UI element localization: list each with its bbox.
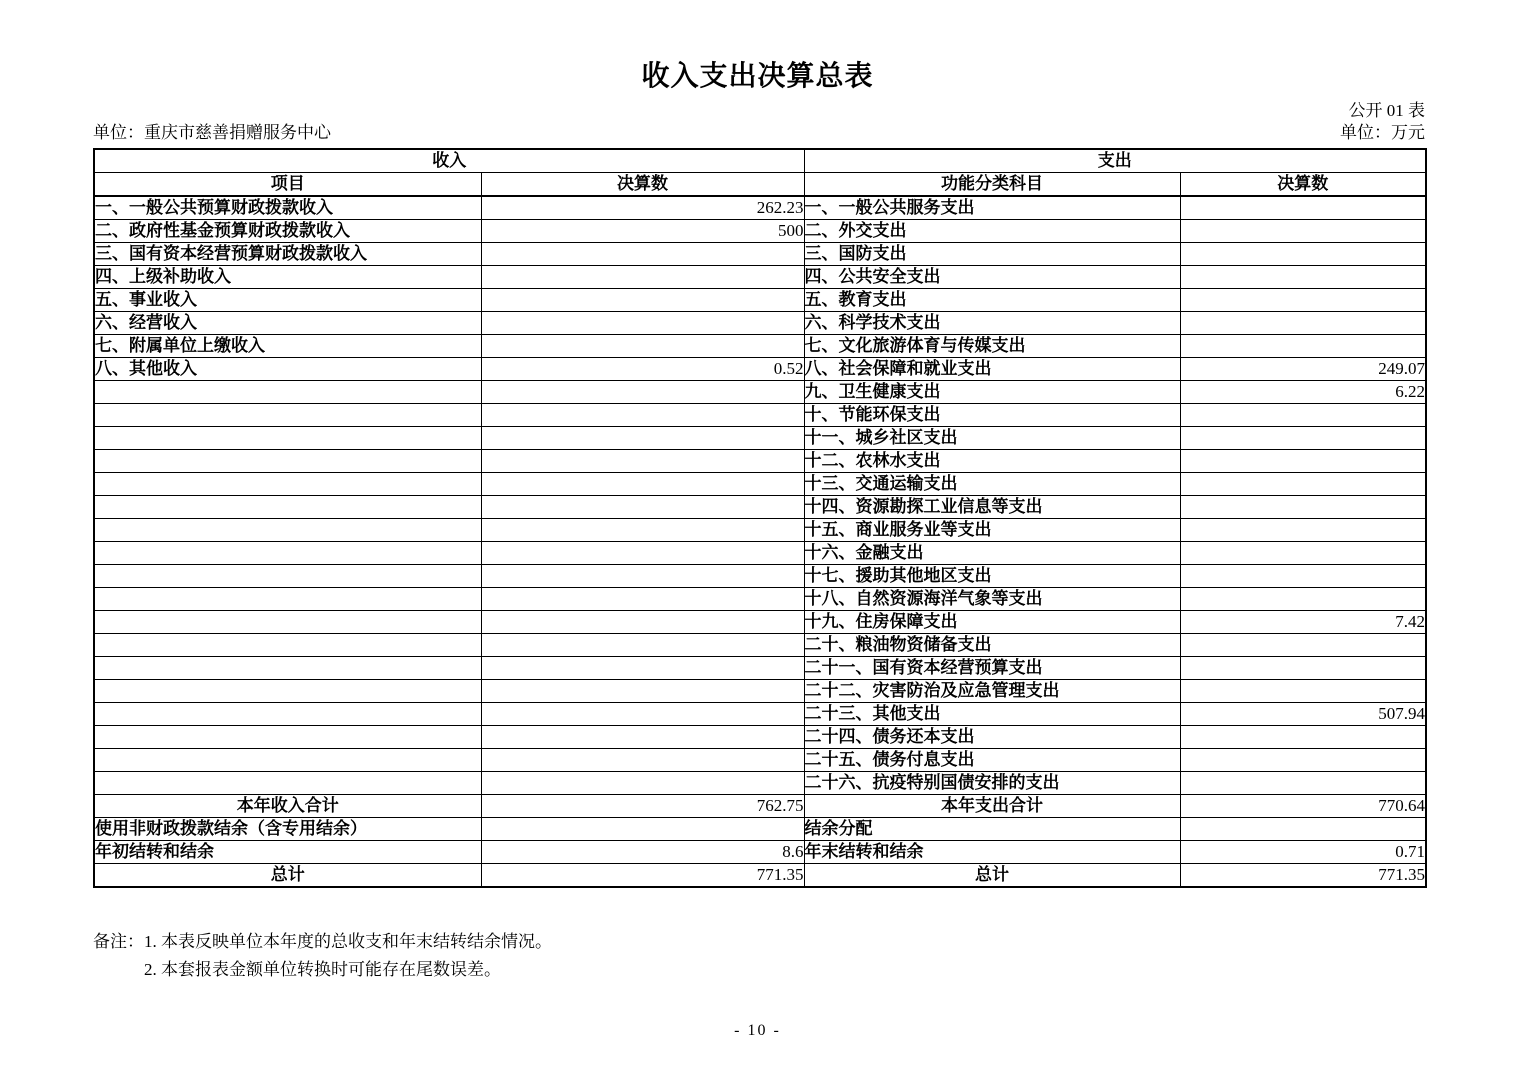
expense-item-cell: 二十六、抗疫特别国债安排的支出 xyxy=(804,772,1180,795)
table-row xyxy=(94,335,1426,358)
table-row xyxy=(94,519,1426,542)
income-item-cell: 六、经营收入 xyxy=(94,312,481,335)
expense-amount-cell xyxy=(1180,818,1426,841)
expense-amount-cell: 771.35 xyxy=(1180,864,1426,888)
income-item-cell xyxy=(94,657,481,680)
col-header-income-amount: 决算数 xyxy=(481,173,804,197)
expense-item-cell: 九、卫生健康支出 xyxy=(804,381,1180,404)
income-amount-cell xyxy=(481,312,804,335)
income-item-cell xyxy=(94,588,481,611)
income-amount-cell xyxy=(481,450,804,473)
expense-item-cell: 十二、农林水支出 xyxy=(804,450,1180,473)
expense-amount-cell xyxy=(1180,243,1426,266)
column-header-row xyxy=(94,173,1426,197)
income-item-cell xyxy=(94,634,481,657)
income-amount-cell xyxy=(481,634,804,657)
income-item-cell xyxy=(94,611,481,634)
expense-item-cell: 十六、金融支出 xyxy=(804,542,1180,565)
notes xyxy=(93,928,552,984)
income-item-cell xyxy=(94,519,481,542)
table-row xyxy=(94,496,1426,519)
expense-amount-cell xyxy=(1180,289,1426,312)
expense-item-cell: 十九、住房保障支出 xyxy=(804,611,1180,634)
income-item-cell: 使用非财政拨款结余（含专用结余） xyxy=(94,818,481,841)
table-row xyxy=(94,749,1426,772)
income-item-cell: 八、其他收入 xyxy=(94,358,481,381)
expense-item-cell: 三、国防支出 xyxy=(804,243,1180,266)
income-item-cell xyxy=(94,496,481,519)
expense-item-cell: 十七、援助其他地区支出 xyxy=(804,565,1180,588)
income-item-cell: 三、国有资本经营预算财政拨款收入 xyxy=(94,243,481,266)
expense-amount-cell xyxy=(1180,427,1426,450)
income-amount-cell xyxy=(481,749,804,772)
expense-amount-cell xyxy=(1180,196,1426,220)
expense-item-cell: 十、节能环保支出 xyxy=(804,404,1180,427)
expense-item-cell: 本年支出合计 xyxy=(804,795,1180,818)
table-row xyxy=(94,220,1426,243)
income-amount-cell: 762.75 xyxy=(481,795,804,818)
notes-label: 备注： xyxy=(93,932,144,951)
income-amount-cell xyxy=(481,473,804,496)
table-footer-row xyxy=(94,818,1426,841)
income-item-cell xyxy=(94,680,481,703)
income-amount-cell xyxy=(481,680,804,703)
note-line: 1. 本表反映单位本年度的总收支和年末结转结余情况。 xyxy=(144,932,552,951)
expense-item-cell: 十八、自然资源海洋气象等支出 xyxy=(804,588,1180,611)
income-amount-cell xyxy=(481,772,804,795)
income-item-cell: 四、上级补助收入 xyxy=(94,266,481,289)
expense-item-cell: 四、公共安全支出 xyxy=(804,266,1180,289)
expense-amount-cell xyxy=(1180,312,1426,335)
expense-amount-cell xyxy=(1180,496,1426,519)
doc-code: 公开 01 表 xyxy=(1348,101,1425,120)
income-item-cell xyxy=(94,381,481,404)
table-row xyxy=(94,289,1426,312)
income-amount-cell xyxy=(481,588,804,611)
note-lines xyxy=(144,928,552,984)
expense-amount-cell xyxy=(1180,335,1426,358)
income-amount-cell: 0.52 xyxy=(481,358,804,381)
table-row xyxy=(94,266,1426,289)
expense-amount-cell xyxy=(1180,519,1426,542)
table-row xyxy=(94,565,1426,588)
income-section-header: 收入 xyxy=(94,149,804,173)
income-item-cell: 本年收入合计 xyxy=(94,795,481,818)
income-amount-cell xyxy=(481,496,804,519)
income-amount-cell: 771.35 xyxy=(481,864,804,888)
unit-row xyxy=(93,118,1425,143)
expense-amount-cell: 507.94 xyxy=(1180,703,1426,726)
income-item-cell: 七、附属单位上缴收入 xyxy=(94,335,481,358)
col-header-expense-item: 功能分类科目 xyxy=(804,173,1180,197)
expense-item-cell: 年末结转和结余 xyxy=(804,841,1180,864)
table-row xyxy=(94,611,1426,634)
unit-name: 单位：重庆市慈善捐赠服务中心 xyxy=(93,123,331,142)
income-item-cell xyxy=(94,427,481,450)
expense-amount-cell xyxy=(1180,473,1426,496)
expense-item-cell: 结余分配 xyxy=(804,818,1180,841)
income-amount-cell: 8.6 xyxy=(481,841,804,864)
income-amount-cell: 262.23 xyxy=(481,196,804,220)
expense-item-cell: 十五、商业服务业等支出 xyxy=(804,519,1180,542)
income-item-cell xyxy=(94,749,481,772)
income-amount-cell xyxy=(481,266,804,289)
expense-amount-cell: 249.07 xyxy=(1180,358,1426,381)
expense-item-cell: 五、教育支出 xyxy=(804,289,1180,312)
income-item-cell xyxy=(94,772,481,795)
table-row xyxy=(94,427,1426,450)
table-footer-row xyxy=(94,841,1426,864)
income-amount-cell: 500 xyxy=(481,220,804,243)
expense-amount-cell xyxy=(1180,565,1426,588)
table-row xyxy=(94,634,1426,657)
income-item-cell: 年初结转和结余 xyxy=(94,841,481,864)
table-row xyxy=(94,243,1426,266)
income-item-cell xyxy=(94,542,481,565)
income-item-cell xyxy=(94,473,481,496)
income-amount-cell xyxy=(481,565,804,588)
expense-amount-cell xyxy=(1180,450,1426,473)
expense-item-cell: 十四、资源勘探工业信息等支出 xyxy=(804,496,1180,519)
table-row xyxy=(94,680,1426,703)
income-amount-cell xyxy=(481,611,804,634)
income-amount-cell xyxy=(481,404,804,427)
expense-amount-cell xyxy=(1180,542,1426,565)
expense-amount-cell xyxy=(1180,657,1426,680)
table-row xyxy=(94,542,1426,565)
income-item-cell xyxy=(94,726,481,749)
expense-amount-cell xyxy=(1180,404,1426,427)
income-amount-cell xyxy=(481,289,804,312)
income-item-cell xyxy=(94,404,481,427)
expense-amount-cell: 7.42 xyxy=(1180,611,1426,634)
table-row xyxy=(94,450,1426,473)
expense-amount-cell xyxy=(1180,588,1426,611)
table-row xyxy=(94,726,1426,749)
expense-item-cell: 二十四、债务还本支出 xyxy=(804,726,1180,749)
expense-item-cell: 二十五、债务付息支出 xyxy=(804,749,1180,772)
income-amount-cell xyxy=(481,703,804,726)
table-row xyxy=(94,196,1426,220)
budget-summary-table xyxy=(93,148,1427,888)
table-row xyxy=(94,473,1426,496)
expense-item-cell: 八、社会保障和就业支出 xyxy=(804,358,1180,381)
table-row xyxy=(94,381,1426,404)
expense-item-cell: 二十、粮油物资储备支出 xyxy=(804,634,1180,657)
page-number: - 10 - xyxy=(734,1022,781,1039)
expense-item-cell: 七、文化旅游体育与传媒支出 xyxy=(804,335,1180,358)
expense-amount-cell: 770.64 xyxy=(1180,795,1426,818)
expense-item-cell: 二十三、其他支出 xyxy=(804,703,1180,726)
unit-currency: 单位：万元 xyxy=(1340,123,1425,142)
table-row xyxy=(94,358,1426,381)
expense-amount-cell xyxy=(1180,220,1426,243)
col-header-income-item: 项目 xyxy=(94,173,481,197)
expense-item-cell: 二十一、国有资本经营预算支出 xyxy=(804,657,1180,680)
table-row xyxy=(94,703,1426,726)
expense-amount-cell xyxy=(1180,726,1426,749)
expense-section-header: 支出 xyxy=(804,149,1426,173)
expense-amount-cell xyxy=(1180,749,1426,772)
expense-item-cell: 一、一般公共服务支出 xyxy=(804,196,1180,220)
table-row xyxy=(94,312,1426,335)
income-item-cell: 五、事业收入 xyxy=(94,289,481,312)
table-footer-row xyxy=(94,795,1426,818)
table-footer-row xyxy=(94,864,1426,888)
expense-item-cell: 十一、城乡社区支出 xyxy=(804,427,1180,450)
note-line: 2. 本套报表金额单位转换时可能存在尾数误差。 xyxy=(144,960,501,979)
table-row xyxy=(94,772,1426,795)
expense-amount-cell xyxy=(1180,680,1426,703)
col-header-expense-amount: 决算数 xyxy=(1180,173,1426,197)
expense-item-cell: 二、外交支出 xyxy=(804,220,1180,243)
income-amount-cell xyxy=(481,542,804,565)
expense-amount-cell xyxy=(1180,772,1426,795)
expense-amount-cell: 6.22 xyxy=(1180,381,1426,404)
expense-item-cell: 总计 xyxy=(804,864,1180,888)
income-amount-cell xyxy=(481,519,804,542)
page-title: 收入支出决算总表 xyxy=(641,61,874,92)
table-row xyxy=(94,588,1426,611)
income-amount-cell xyxy=(481,726,804,749)
income-amount-cell xyxy=(481,335,804,358)
income-item-cell xyxy=(94,565,481,588)
income-item-cell: 总计 xyxy=(94,864,481,888)
income-amount-cell xyxy=(481,243,804,266)
expense-item-cell: 二十二、灾害防治及应急管理支出 xyxy=(804,680,1180,703)
expense-amount-cell: 0.71 xyxy=(1180,841,1426,864)
table-body xyxy=(94,196,1426,887)
table-row xyxy=(94,657,1426,680)
income-item-cell: 二、政府性基金预算财政拨款收入 xyxy=(94,220,481,243)
income-item-cell xyxy=(94,450,481,473)
expense-item-cell: 十三、交通运输支出 xyxy=(804,473,1180,496)
expense-amount-cell xyxy=(1180,634,1426,657)
income-item-cell: 一、一般公共预算财政拨款收入 xyxy=(94,196,481,220)
section-header-row xyxy=(94,149,1426,173)
expense-item-cell: 六、科学技术支出 xyxy=(804,312,1180,335)
income-item-cell xyxy=(94,703,481,726)
income-amount-cell xyxy=(481,818,804,841)
income-amount-cell xyxy=(481,381,804,404)
table-row xyxy=(94,404,1426,427)
income-amount-cell xyxy=(481,657,804,680)
income-amount-cell xyxy=(481,427,804,450)
expense-amount-cell xyxy=(1180,266,1426,289)
